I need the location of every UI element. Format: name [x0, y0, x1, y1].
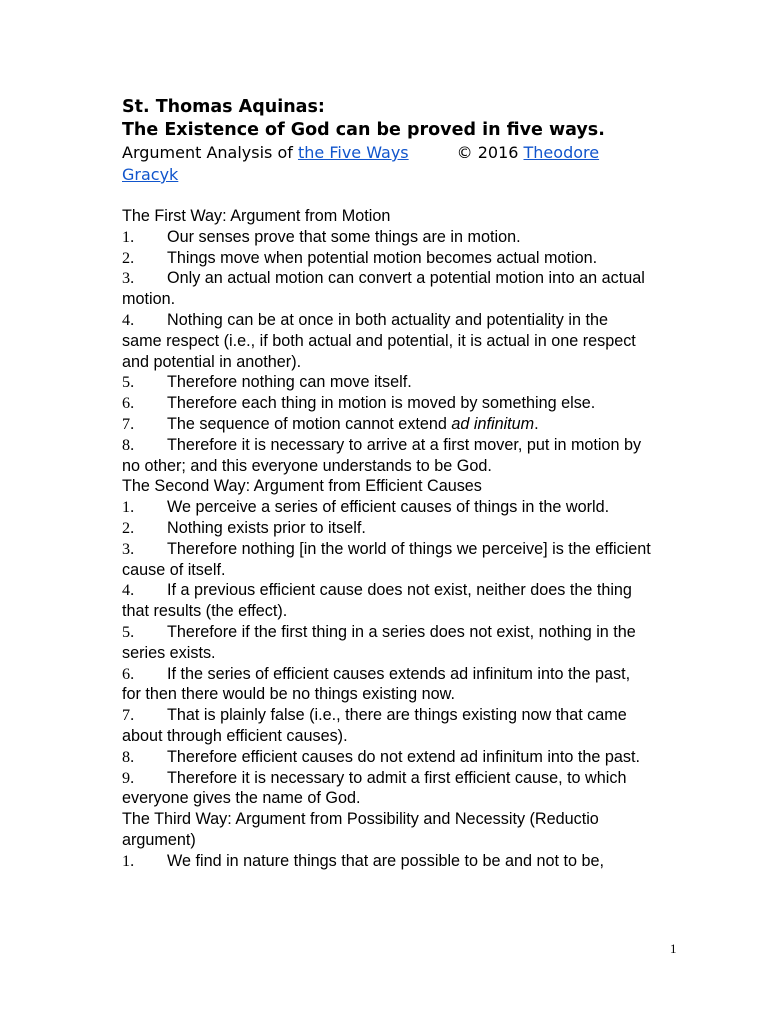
- list-item: [122, 414, 652, 435]
- document-page: [122, 96, 652, 872]
- item-text: Therefore nothing [in the world of things we perceive] is the efficient cause of itself.: [122, 539, 651, 579]
- item-number: 6.: [122, 664, 135, 683]
- item-number: 2.: [122, 518, 135, 537]
- item-text: Nothing can be at once in both actuality and potentiality in the same respect (i.e., if both actual and potential, it is actual in one respect and potential in another).: [122, 310, 636, 371]
- item-text: The sequence of motion cannot extend: [167, 414, 452, 433]
- item-text: Our senses prove that some things are in motion.: [167, 227, 521, 246]
- list-item: [122, 747, 652, 768]
- item-number: 9.: [122, 768, 135, 787]
- item-number: 4.: [122, 581, 135, 600]
- item-text: Therefore if the first thing in a series does not exist, nothing in the series exists.: [122, 622, 636, 662]
- argument-list: [122, 851, 652, 872]
- list-item: [122, 268, 652, 310]
- list-item: [122, 310, 652, 372]
- item-text-end: .: [534, 414, 539, 433]
- section-first-way: [122, 206, 652, 476]
- list-item: [122, 851, 652, 872]
- list-item: [122, 580, 652, 622]
- item-number: 3.: [122, 539, 135, 558]
- title-line-2: The Existence of God can be proved in five ways.: [122, 120, 605, 140]
- list-item: [122, 497, 652, 518]
- argument-list: [122, 227, 652, 477]
- document-body: [122, 206, 652, 872]
- list-item: [122, 622, 652, 664]
- item-text: If a previous efficient cause does not exist, neither does the thing that results (the effect).: [122, 581, 632, 621]
- section-heading: The Second Way: Argument from Efficient Causes: [122, 477, 482, 496]
- byline-prefix: Argument Analysis of: [122, 143, 298, 162]
- item-number: 6.: [122, 394, 135, 413]
- author-link[interactable]: Theodore Gracyk: [122, 143, 600, 184]
- item-number: 2.: [122, 248, 135, 267]
- item-text: Only an actual motion can convert a potential motion into an actual motion.: [122, 269, 645, 309]
- copyright-text: © 2016: [456, 143, 524, 162]
- item-text: We find in nature things that are possible to be and not to be,: [167, 851, 605, 870]
- item-number: 3.: [122, 269, 135, 288]
- list-item: [122, 435, 652, 477]
- item-text: Nothing exists prior to itself.: [167, 518, 366, 537]
- item-text: Therefore efficient causes do not extend ad infinitum into the past.: [167, 747, 641, 766]
- list-item: [122, 768, 652, 810]
- item-number: 1.: [122, 227, 135, 246]
- item-text: We perceive a series of efficient causes of things in the world.: [167, 498, 610, 517]
- item-text: Therefore it is necessary to admit a first efficient cause, to which everyone gives the name of God.: [122, 768, 627, 808]
- item-text: Therefore each thing in motion is moved by something else.: [167, 394, 596, 413]
- item-number: 1.: [122, 498, 135, 517]
- argument-list: [122, 497, 652, 809]
- item-number: 8.: [122, 747, 135, 766]
- item-text: If the series of efficient causes extends ad infinitum into the past, for then there would be no things existing now.: [122, 664, 631, 704]
- list-item: [122, 393, 652, 414]
- item-number: 5.: [122, 373, 135, 392]
- section-heading: The Third Way: Argument from Possibility and Necessity (Reductio argument): [122, 810, 599, 849]
- section-third-way: [122, 809, 652, 871]
- item-number: 5.: [122, 622, 135, 641]
- list-item: [122, 705, 652, 747]
- item-text: Therefore it is necessary to arrive at a first mover, put in motion by no other; and this everyone understands to be God.: [122, 435, 642, 475]
- page-number: 1: [670, 941, 677, 956]
- list-item: [122, 539, 652, 581]
- section-heading: The First Way: Argument from Motion: [122, 207, 391, 225]
- item-number: 7.: [122, 414, 135, 433]
- item-number: 7.: [122, 706, 135, 725]
- item-text: Therefore nothing can move itself.: [167, 373, 412, 392]
- list-item: [122, 372, 652, 393]
- title-line-1: St. Thomas Aquinas:: [122, 97, 325, 117]
- item-number: 4.: [122, 310, 135, 329]
- item-text: Things move when potential motion becomes actual motion.: [167, 248, 598, 267]
- list-item: [122, 227, 652, 248]
- list-item: [122, 518, 652, 539]
- section-second-way: [122, 476, 652, 809]
- five-ways-link[interactable]: the Five Ways: [297, 143, 409, 162]
- list-item: [122, 248, 652, 269]
- list-item: [122, 664, 652, 706]
- item-number: 1.: [122, 851, 135, 870]
- item-text: That is plainly false (i.e., there are things existing now that came about through efficient causes).: [122, 706, 627, 745]
- item-number: 8.: [122, 435, 135, 454]
- byline: [122, 142, 652, 186]
- item-italic-text: ad infinitum: [451, 414, 535, 433]
